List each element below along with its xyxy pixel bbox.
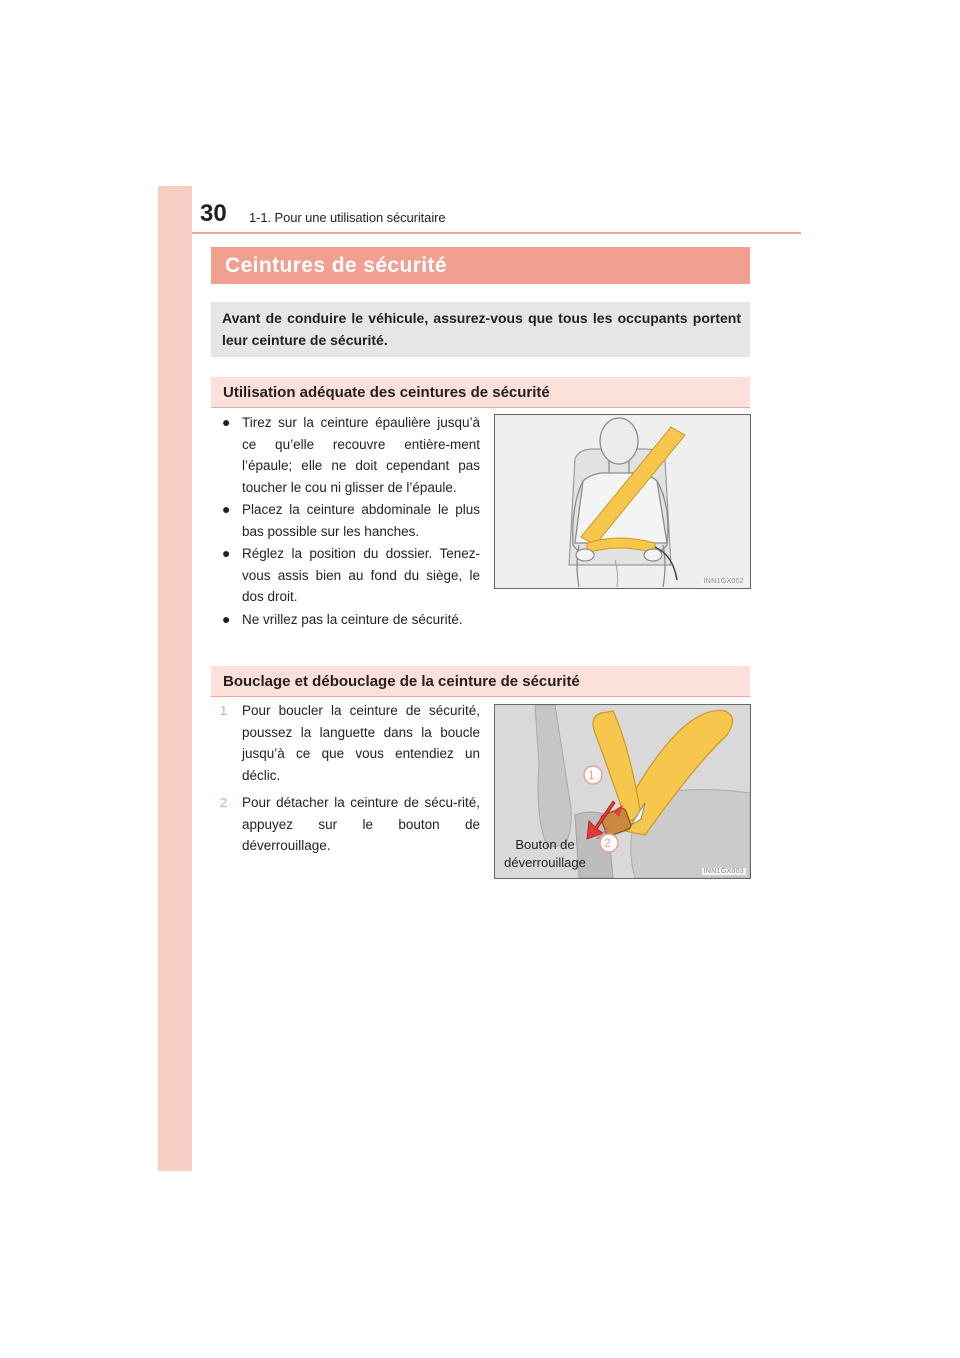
list-item bbox=[222, 609, 480, 631]
list-item bbox=[222, 543, 480, 608]
intro-box bbox=[211, 302, 750, 357]
running-header: 1-1. Pour une utilisation sécuritaire bbox=[249, 210, 446, 225]
usage-bullet-list bbox=[222, 412, 480, 631]
list-item bbox=[222, 499, 480, 542]
buckling-step-list bbox=[220, 700, 480, 863]
bullet-icon: ● bbox=[222, 501, 231, 517]
chapter-side-strip bbox=[158, 186, 192, 1171]
usage-heading-bar bbox=[211, 377, 750, 408]
release-button-label: Bouton de déverrouillage bbox=[504, 837, 586, 870]
figure-code: INN1GX002 bbox=[703, 578, 744, 585]
list-item bbox=[220, 792, 480, 857]
callout-1: 1 bbox=[588, 768, 595, 782]
usage-heading: Utilisation adéquate des ceintures de sécurité bbox=[223, 384, 550, 401]
seated-occupant-illustration bbox=[495, 415, 750, 588]
bullet-text: Tirez sur la ceinture épaulière jusqu’à ce qu’elle recouvre entière-ment l’épaule; elle ne doit cependant pas toucher le cou ni glisser de l’épaule. bbox=[242, 415, 480, 495]
intro-text: Avant de conduire le véhicule, assurez-vous que tous les occupants portent leur ceinture de sécurité. bbox=[222, 310, 741, 348]
list-item bbox=[220, 700, 480, 786]
figure-code: INN1GX003 bbox=[703, 868, 744, 875]
section-title: Ceintures de sécurité bbox=[225, 254, 447, 277]
bullet-icon: ● bbox=[222, 610, 231, 627]
bullet-text: Ne vrillez pas la ceinture de sécurité. bbox=[242, 611, 463, 627]
buckling-heading-bar bbox=[211, 666, 750, 697]
bullet-icon: ● bbox=[222, 545, 231, 561]
buckle-figure bbox=[494, 704, 751, 879]
header-rule bbox=[192, 232, 801, 234]
bullet-text: Réglez la position du dossier. Tenez-vous assis bien au fond du siège, le dos droit. bbox=[242, 546, 480, 604]
bullet-text: Placez la ceinture abdominale le plus bas possible sur les hanches. bbox=[242, 502, 480, 539]
seated-occupant-figure bbox=[494, 414, 751, 589]
section-title-bar bbox=[211, 247, 750, 284]
step-number-1: 1 bbox=[220, 703, 228, 718]
bullet-icon: ● bbox=[222, 414, 231, 430]
step-text: Pour boucler la ceinture de sécurité, poussez la languette dans la boucle jusqu’à ce que vous entendiez un déclic. bbox=[242, 703, 480, 783]
callout-2: 2 bbox=[604, 836, 611, 850]
list-item bbox=[222, 412, 480, 498]
page-number: 30 bbox=[200, 200, 227, 227]
step-number-2: 2 bbox=[220, 795, 228, 810]
step-text: Pour détacher la ceinture de sécu-rité, appuyez sur le bouton de déverrouillage. bbox=[242, 795, 480, 853]
buckling-heading: Bouclage et débouclage de la ceinture de sécurité bbox=[223, 673, 580, 690]
